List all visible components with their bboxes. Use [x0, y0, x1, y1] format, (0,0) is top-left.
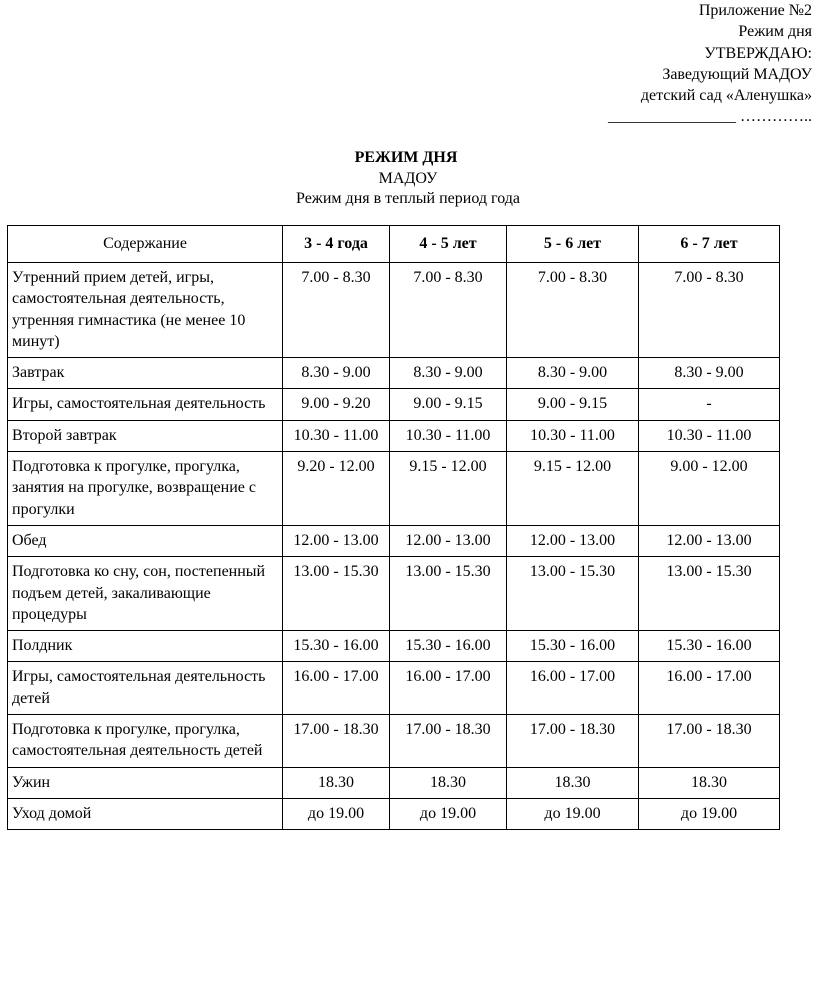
- table-row: [8, 452, 780, 526]
- time-cell: 9.20 - 12.00: [283, 452, 390, 526]
- activity-cell: Подготовка к прогулке, прогулка, самостоятельная деятельность детей: [8, 715, 283, 768]
- time-cell: 9.15 - 12.00: [390, 452, 507, 526]
- time-cell: до 19.00: [390, 798, 507, 829]
- time-cell: 10.30 - 11.00: [639, 420, 780, 451]
- table-row: [8, 715, 780, 768]
- activity-cell: Подготовка ко сну, сон, постепенный подъем детей, закаливающие процедуры: [8, 557, 283, 631]
- approval-heading: УТВЕРЖДАЮ:: [704, 44, 812, 62]
- time-cell: 16.00 - 17.00: [639, 662, 780, 715]
- activity-cell: Обед: [8, 525, 283, 556]
- time-cell: 7.00 - 8.30: [507, 263, 639, 358]
- time-cell: 15.30 - 16.00: [507, 631, 639, 662]
- table-header-row: [8, 226, 780, 263]
- appendix-label: Приложение №2: [698, 2, 812, 19]
- time-cell: 12.00 - 13.00: [639, 525, 780, 556]
- table-row: [8, 525, 780, 556]
- time-cell: 18.30: [507, 767, 639, 798]
- time-cell: 8.30 - 9.00: [639, 358, 780, 389]
- time-cell: до 19.00: [283, 798, 390, 829]
- signature-line: ________________ …………..: [608, 108, 812, 126]
- time-cell: 13.00 - 15.30: [390, 557, 507, 631]
- time-cell: 17.00 - 18.30: [390, 715, 507, 768]
- document-subtitle: МАДОУ: [378, 169, 438, 187]
- schedule-table: [7, 225, 780, 830]
- document-type-label: Режим дня: [738, 23, 812, 41]
- activity-cell: Подготовка к прогулке, прогулка, занятия на прогулке, возвращение с прогулки: [8, 452, 283, 526]
- approver-position: Заведующий МАДОУ: [662, 65, 812, 83]
- header-age-5-6: 5 - 6 лет: [507, 226, 639, 263]
- table-row: [8, 631, 780, 662]
- table-row: [8, 263, 780, 358]
- header-age-4-5: 4 - 5 лет: [390, 226, 507, 263]
- time-cell: 12.00 - 13.00: [283, 525, 390, 556]
- time-cell: до 19.00: [507, 798, 639, 829]
- header-age-3-4: 3 - 4 года: [283, 226, 390, 263]
- time-cell: 8.30 - 9.00: [390, 358, 507, 389]
- time-cell: 16.00 - 17.00: [507, 662, 639, 715]
- time-cell: 9.00 - 9.15: [390, 389, 507, 420]
- time-cell: 12.00 - 13.00: [390, 525, 507, 556]
- activity-cell: Игры, самостоятельная деятельность: [8, 389, 283, 420]
- time-cell: 13.00 - 15.30: [507, 557, 639, 631]
- table-row: [8, 662, 780, 715]
- time-cell: 18.30: [639, 767, 780, 798]
- time-cell: 16.00 - 17.00: [283, 662, 390, 715]
- table-row: [8, 420, 780, 451]
- activity-cell: Второй завтрак: [8, 420, 283, 451]
- time-cell: 18.30: [390, 767, 507, 798]
- time-cell: 13.00 - 15.30: [283, 557, 390, 631]
- time-cell: 10.30 - 11.00: [390, 420, 507, 451]
- table-row: [8, 358, 780, 389]
- time-cell: 8.30 - 9.00: [507, 358, 639, 389]
- time-cell: 15.30 - 16.00: [390, 631, 507, 662]
- time-cell: до 19.00: [639, 798, 780, 829]
- header-content: Содержание: [8, 226, 283, 263]
- activity-cell: Ужин: [8, 767, 283, 798]
- approval-block: [608, 0, 812, 128]
- time-cell: 10.30 - 11.00: [507, 420, 639, 451]
- period-caption: Режим дня в теплый период года: [296, 190, 520, 207]
- time-cell: 13.00 - 15.30: [639, 557, 780, 631]
- time-cell: 17.00 - 18.30: [283, 715, 390, 768]
- activity-cell: Игры, самостоятельная деятельность детей: [8, 662, 283, 715]
- activity-cell: Полдник: [8, 631, 283, 662]
- activity-cell: Утренний прием детей, игры, самостоятельная деятельность, утренняя гимнастика (не менее 10 минут): [8, 263, 283, 358]
- time-cell: 8.30 - 9.00: [283, 358, 390, 389]
- time-cell: 15.30 - 16.00: [639, 631, 780, 662]
- organization-name: детский сад «Аленушка»: [640, 87, 812, 105]
- document-title: РЕЖИМ ДНЯ: [354, 149, 458, 166]
- time-cell: 15.30 - 16.00: [283, 631, 390, 662]
- time-cell: 9.15 - 12.00: [507, 452, 639, 526]
- time-cell: 16.00 - 17.00: [390, 662, 507, 715]
- document-heading: [0, 148, 816, 210]
- time-cell: 18.30: [283, 767, 390, 798]
- time-cell: 17.00 - 18.30: [507, 715, 639, 768]
- time-cell: 9.00 - 9.15: [507, 389, 639, 420]
- time-cell: 9.00 - 9.20: [283, 389, 390, 420]
- time-cell: 7.00 - 8.30: [639, 263, 780, 358]
- time-cell: 12.00 - 13.00: [507, 525, 639, 556]
- header-age-6-7: 6 - 7 лет: [639, 226, 780, 263]
- time-cell: 9.00 - 12.00: [639, 452, 780, 526]
- table-row: [8, 389, 780, 420]
- activity-cell: Завтрак: [8, 358, 283, 389]
- time-cell: 7.00 - 8.30: [390, 263, 507, 358]
- time-cell: 10.30 - 11.00: [283, 420, 390, 451]
- table-row: [8, 767, 780, 798]
- time-cell: 17.00 - 18.30: [639, 715, 780, 768]
- activity-cell: Уход домой: [8, 798, 283, 829]
- schedule-body: [8, 263, 780, 830]
- time-cell: 7.00 - 8.30: [283, 263, 390, 358]
- time-cell: -: [639, 389, 780, 420]
- table-row: [8, 557, 780, 631]
- table-row: [8, 798, 780, 829]
